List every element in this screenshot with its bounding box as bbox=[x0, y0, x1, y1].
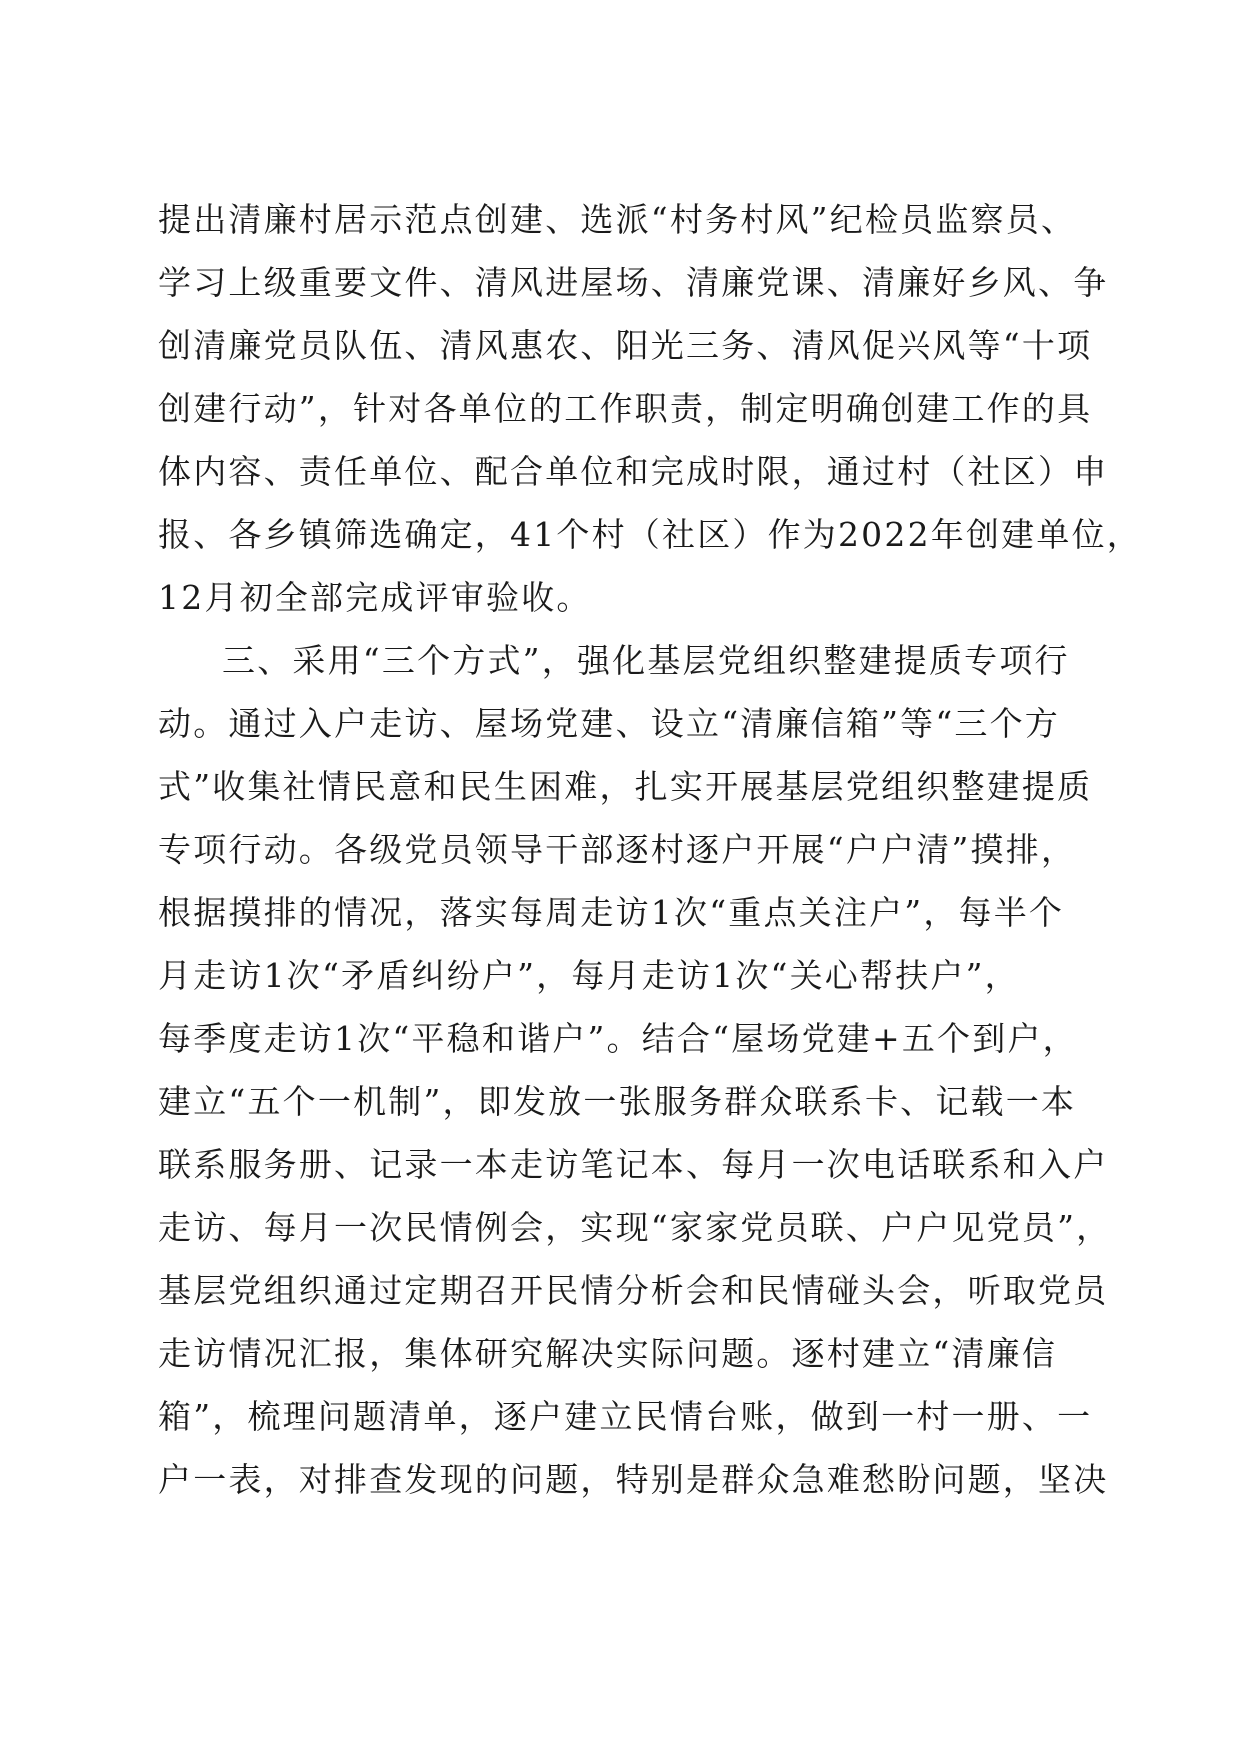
text-line: 式”收集社情民意和民生困难，扎实开展基层党组织整建提质 bbox=[158, 767, 1093, 806]
text-line: 每季度走访1次“平稳和谐户”。结合“屋场党建+五个到户， bbox=[158, 1019, 1078, 1058]
text-line: 走访、每月一次民情例会，实现“家家党员联、户户见党员”， bbox=[158, 1208, 1112, 1247]
text-line: 体内容、责任单位、配合单位和完成时限，通过村（社区）申 bbox=[158, 452, 1109, 491]
text-line: 提出清廉村居示范点创建、选派“村务村风”纪检员监察员、 bbox=[158, 200, 1077, 239]
text-line: 动。通过入户走访、屋场党建、设立“清廉信箱”等“三个方 bbox=[158, 704, 1061, 743]
text-line: 专项行动。各级党员领导干部逐村逐户开展“户户清”摸排， bbox=[158, 830, 1077, 869]
text-line: 12月初全部完成评审验收。 bbox=[158, 578, 592, 617]
text-line: 报、各乡镇筛选确定，41个村（社区）作为2022年创建单位， bbox=[158, 515, 1142, 554]
text-line: 户一表，对排查发现的问题，特别是群众急难愁盼问题，坚决 bbox=[158, 1460, 1109, 1499]
text-line: 学习上级重要文件、清风进屋场、清廉党课、清廉好乡风、争 bbox=[158, 263, 1109, 302]
text-line: 基层党组织通过定期召开民情分析会和民情碰头会，听取党员 bbox=[158, 1271, 1109, 1310]
document-body bbox=[158, 188, 1142, 1511]
text-line: 创建行动”，针对各单位的工作职责，制定明确创建工作的具 bbox=[158, 389, 1093, 428]
text-line: 走访情况汇报，集体研究解决实际问题。逐村建立“清廉信 bbox=[158, 1334, 1058, 1373]
text-line: 箱”，梳理问题清单，逐户建立民情台账，做到一村一册、一 bbox=[158, 1397, 1093, 1436]
text-line: 月走访1次“矛盾纠纷户”，每月走访1次“关心帮扶户”， bbox=[158, 956, 1020, 995]
text-line: 联系服务册、记录一本走访笔记本、每月一次电话联系和入户 bbox=[158, 1145, 1109, 1184]
text-line: 创清廉党员队伍、清风惠农、阳光三务、清风促兴风等“十项 bbox=[158, 326, 1093, 365]
text-line: 根据摸排的情况，落实每周走访1次“重点关注户”，每半个 bbox=[158, 893, 1065, 932]
section-heading-line: 三、采用“三个方式”，强化基层党组织整建提质专项行 bbox=[222, 641, 1070, 680]
text-line: 建立“五个一机制”，即发放一张服务群众联系卡、记载一本 bbox=[158, 1082, 1077, 1121]
